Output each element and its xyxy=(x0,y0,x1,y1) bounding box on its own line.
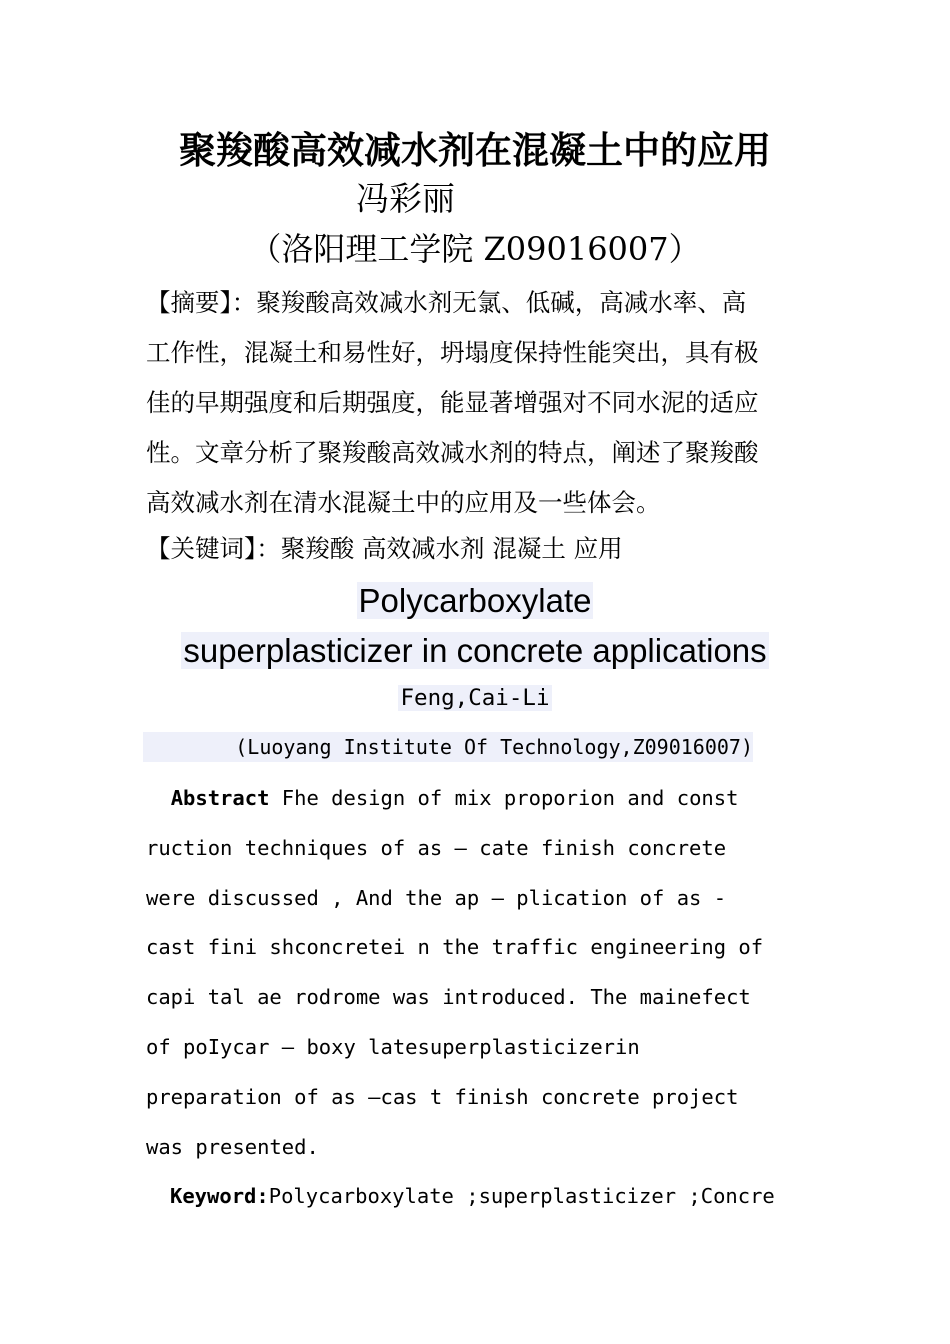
english-abstract-line: preparation of as —cas t finish concrete project xyxy=(146,1084,739,1109)
abstract-label: Abstract xyxy=(170,786,270,810)
english-abstract-line: cast fini shconcretei n the traffic engineering of xyxy=(146,935,764,960)
keyword-text: Polycarboxylate ;superplasticizer ;Concre xyxy=(268,1184,775,1208)
english-abstract-line: ruction techniques of as – cate finish concrete xyxy=(146,835,727,860)
english-keywords xyxy=(170,1172,810,1220)
english-abstract-line xyxy=(146,774,810,824)
chinese-abstract-line: 高效减水剂在清水混凝土中的应用及一些体会。 xyxy=(146,488,661,517)
english-abstract-line: was presented. xyxy=(146,1134,319,1159)
english-author xyxy=(0,678,950,718)
chinese-title: 聚羧酸高效减水剂在混凝土中的应用 xyxy=(179,128,771,172)
chinese-abstract-line: 工作性，混凝土和易性好，坍塌度保持性能突出，具有极 xyxy=(146,338,759,367)
chinese-abstract-line: 性。文章分析了聚羧酸高效减水剂的特点，阐述了聚羧酸 xyxy=(146,438,759,467)
english-affiliation: (Luoyang Institute Of Technology,Z09016007) xyxy=(143,732,753,762)
english-author-name: Feng,Cai-Li xyxy=(400,685,550,711)
chinese-author: 冯彩丽 xyxy=(356,179,455,218)
keyword-label: Keyword: xyxy=(170,1184,269,1208)
english-abstract-line: of poIycar — boxy latesuperplasticizerin xyxy=(146,1034,640,1059)
chinese-abstract-line: 【摘要】：聚羧酸高效减水剂无氯、低碱，高减水率、高 xyxy=(146,288,747,317)
english-title-line-2: superplasticizer in concrete applications xyxy=(183,632,767,669)
english-title xyxy=(0,576,950,676)
chinese-abstract xyxy=(146,278,810,528)
chinese-keywords: 【关键词】：聚羧酸 高效减水剂 混凝土 应用 xyxy=(146,534,623,563)
chinese-abstract-line: 佳的早期强度和后期强度，能显著增强对不同水泥的适应 xyxy=(146,388,759,417)
english-abstract-line-text: Fhe design of mix proporion and const xyxy=(269,786,739,810)
english-abstract-line: were discussed , And the ap — plication of as - xyxy=(146,885,727,910)
chinese-affiliation: （洛阳理工学院 Z09016007） xyxy=(249,230,701,268)
english-abstract-line: capi tal ae rodrome was introduced. The mainefect xyxy=(146,985,751,1010)
english-abstract-first-line xyxy=(146,774,738,824)
english-abstract xyxy=(146,774,810,1172)
english-title-line-1: Polycarboxylate xyxy=(358,582,592,619)
